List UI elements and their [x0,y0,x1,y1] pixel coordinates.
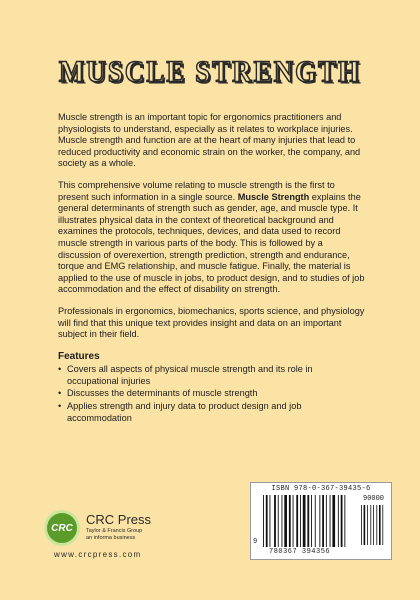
barcode-ext-code: 90000 [363,495,385,503]
feature-item: • Applies strength and injury data to product design and job accommodation [58,401,366,424]
features-heading: Features [58,350,100,362]
feature-item: • Discusses the determinants of muscle strength [58,388,366,400]
barcode-prefix-digit: 9 [253,538,258,546]
isbn-label: ISBN 978-0-367-39435-6 [271,485,371,493]
features-list [58,364,366,424]
publisher-url: www.crcpress.com [54,550,142,559]
paragraph-description: This comprehensive volume relating to muscle strength is the first to present such information in a single source. Muscle Strength explains the general determinants of strength such as gender, age, and muscle type. It illustrates physical data in the context of theoretical background and examines the protocols, techniques, devices, and data used to record muscle strength in various parts of the body. This is followed by a discussion of overexertion, strength prediction, strength and endurance, torque and EMG relationship, and muscle fatigue. Finally, the material is applied to the use of muscle in jobs, to product design, and to studies of job accommodation and the effect of disability on strength. [58,179,365,295]
publisher-name: CRC Press [86,512,152,527]
isbn-barcode [250,482,392,560]
feature-item: • Covers all aspects of physical muscle strength and its role in occupational injuries [58,364,366,387]
crc-logo-icon: CRC [44,510,80,546]
paragraph-intro: Muscle strength is an important topic for ergonomics practitioners and physiologists to understand, especially as it relates to workplace injuries. Muscle strength and function are at the heart of many injuries that lead to reduced productivity and economic strain on the worker, the company, and society as a whole. [58,112,361,169]
publisher-group: Taylor & Francis Group [86,528,143,534]
paragraph-audience: Professionals in ergonomics, biomechanics, sports science, and physiology will find that this unique text provides insight and data on an important subject in their field. [58,305,365,340]
barcode-digits: 780367 394356 [269,548,331,556]
bold-book-name: Muscle Strength [237,191,310,202]
back-cover-text [58,112,366,425]
book-title: MUSCLE STRENGTH [58,53,362,89]
publisher-logo [34,506,194,572]
publisher-business: an informa business [86,535,136,541]
